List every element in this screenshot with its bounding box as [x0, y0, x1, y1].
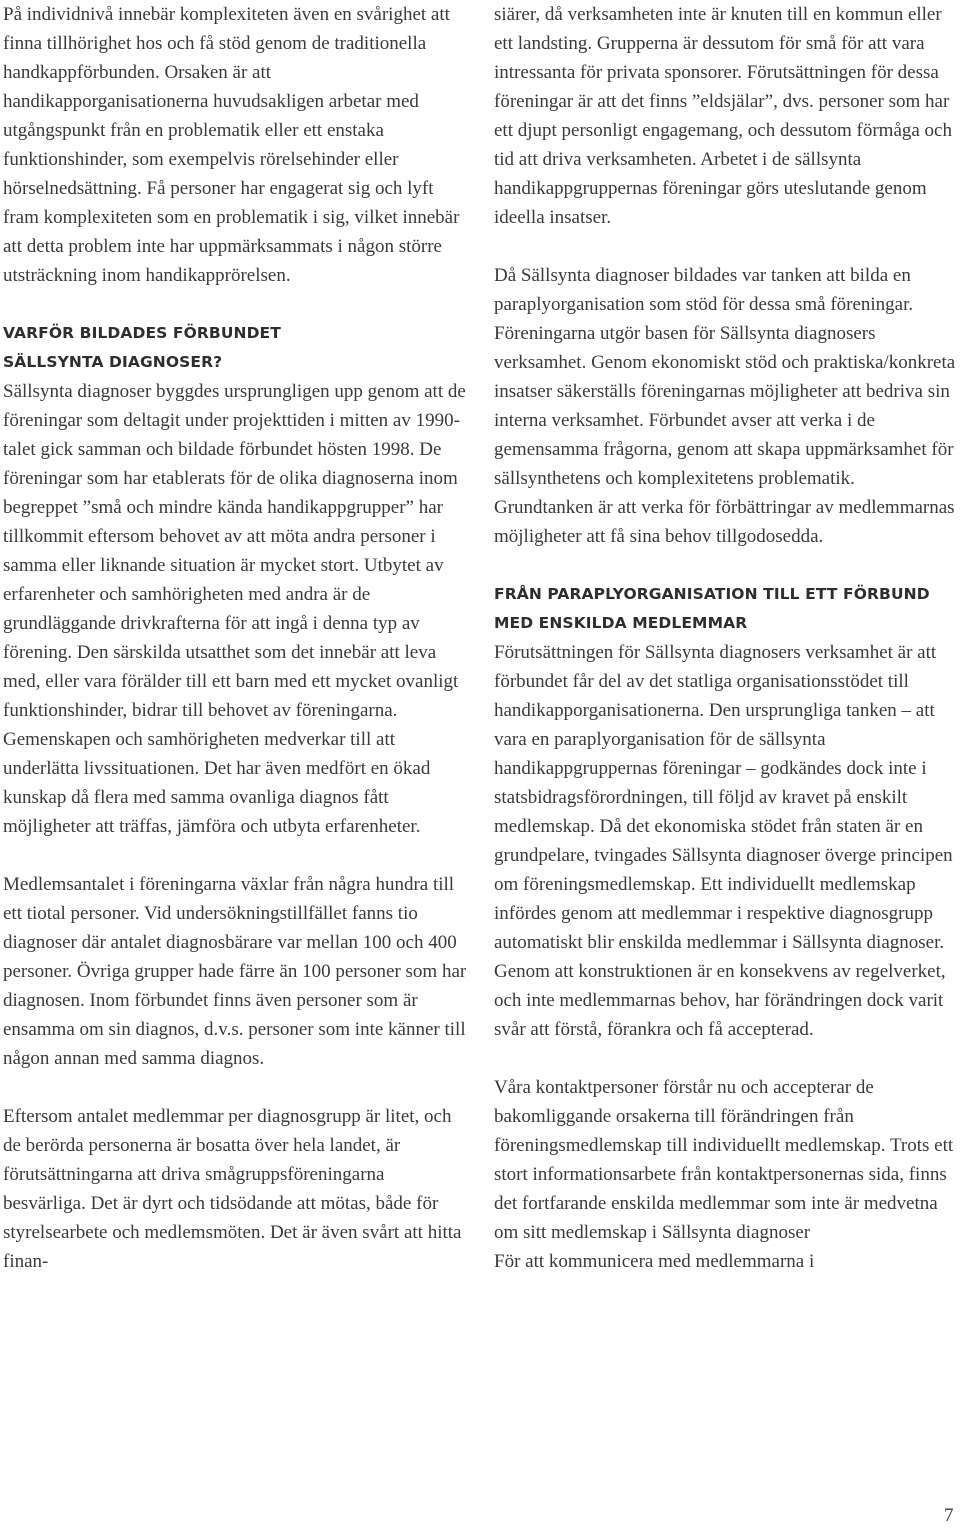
paragraph-left-4: Eftersom antalet medlemmar per diagnosgrupp är litet, och de berörda personerna är bosatta över hela landet, är förutsättningarna att driva smågruppsföreningarna besvärliga. Det är dyrt och tidsödande att mötas, både för styrelsearbete och medlemsmöten. Det är även svårt att hitta finan-: [3, 1106, 462, 1272]
paragraph-left-3: Medlemsantalet i föreningarna växlar från några hundra till ett tiotal personer. Vid undersökningstillfället fanns tio diagnoser där antalet diagnosbärare var mellan 100 och 400 personer. Övriga grupper hade färre än 100 personer som har diagnosen. Inom förbundet finns även personer som är ensamma om sin diagnos, d.v.s. personer som inte känner till någon annan med samma diagnos.: [3, 874, 467, 1069]
section-heading-line: FRÅN PARAPLYORGANISATION TILL ETT FÖRBUND: [494, 585, 930, 603]
section-heading-line: VARFÖR BILDADES FÖRBUNDET: [3, 324, 281, 342]
page-number: 7: [944, 1505, 954, 1526]
section-heading-umbrella-to-federation: [494, 580, 956, 638]
section-heading-why-founded: [3, 319, 469, 377]
paragraph-left-2: Sällsynta diagnoser byggdes ursprungligen upp genom att de föreningar som deltagit under projekttiden i mitten av 1990-talet gick samman och bildade förbundet hösten 1998. De föreningar som har etablerats för de olika diagnoserna inom begreppet ”små och mindre kända handikappgrupper” har tillkommit eftersom behovet av att möta andra personer i samma eller liknande situation är mycket stort. Utbytet av erfarenheter och samhörigheten med andra är de grundläggande drivkrafterna för att ingå i denna typ av förening. Den särskilda utsatthet som det innebär att leva med, eller vara förälder till ett barn med ett mycket ovanligt funktionshinder, bidrar till behovet av föreningarna. Gemenskapen och samhörigheten medverkar till att underlätta livssituationen. Det har även medfört en ökad kunskap då flera med samma ovanliga diagnos fått möjligheter att träffas, jämföra och utbyta erfarenheter.: [3, 381, 466, 837]
paragraph-right-3: Förutsättningen för Sällsynta diagnosers verksamhet är att förbundet får del av det statliga organisationsstödet till handikapporganisationerna. Den ursprungliga tanken – att vara en paraplyorganisation för de sällsynta handikappgruppernas föreningar – godkändes dock inte i statsbidragsförordningen, till följd av kravet på enskilt medlemskap. Då det ekonomiska stödet från staten är en grundpelare, tvingades Sällsynta diagnoser överge principen om föreningsmedlemskap. Ett individuellt medlemskap infördes genom att medlemmar i respektive diagnosgrupp automatiskt blir enskilda medlemmar i Sällsynta diagnoser. Genom att konstruktionen är en konsekvens av regelverket, och inte medlemmarnas behov, har förändringen dock varit svår att förstå, förankra och få accepterad.: [494, 642, 953, 1040]
paragraph-left-1: På individnivå innebär komplexiteten även en svårighet att finna tillhörighet hos och få stöd genom de traditionella handkappförbunden. Orsaken är att handikapporganisationerna huvudsakligen arbetar med utgångspunkt från en problematik eller ett enstaka funktionshinder, som exempelvis rörelsehinder eller hörselnedsättning. Få personer har engagerat sig och lyft fram komplexiteten som en problematik i sig, vilket innebär att detta problem inte har uppmärksammats i någon större utsträckning inom handikapprörelsen.: [3, 4, 460, 286]
paragraph-right-2: Då Sällsynta diagnoser bildades var tanken att bilda en paraplyorganisation som stöd för dessa små föreningar. Föreningarna utgör basen för Sällsynta diagnosers verksamhet. Genom ekonomiskt stöd och praktiska/konkreta insatser säkerställs föreningarnas möjligheter att bedriva sin interna verksamhet. Förbundet avser att verka i de gemensamma frågorna, genom att skapa uppmärksamhet för sällsynthetens och komplexitetens problematik. Grundtanken är att verka för förbättringar av medlemmarnas möjligheter att få sina behov tillgodosedda.: [494, 265, 956, 547]
section-heading-line: SÄLLSYNTA DIAGNOSER?: [3, 353, 223, 371]
right-column: [494, 0, 956, 1276]
paragraph-right-4: Våra kontaktpersoner förstår nu och accepterar de bakomliggande orsakerna till förändringen från föreningsmedlemskap till individuellt medlemskap. Trots ett stort informationsarbete från kontaktpersonernas sida, finns det fortfarande enskilda medlemmar som inte är medvetna om sitt medlemskap i Sällsynta diagnoser: [494, 1077, 954, 1243]
left-column: [3, 0, 469, 1276]
paragraph-right-1: siärer, då verksamheten inte är knuten till en kommun eller ett landsting. Grupperna är dessutom för små för att vara intressanta för privata sponsorer. Förutsättningen för dessa föreningar är att det finns ”eldsjälar”, dvs. personer som har ett djupt personligt engagemang, och dessutom förmåga och tid att driva verksamheten. Arbetet i de sällsynta handikappgruppernas föreningar görs uteslutande genom ideella insatser.: [494, 4, 952, 228]
section-heading-line: MED ENSKILDA MEDLEMMAR: [494, 614, 748, 632]
paragraph-right-5: För att kommunicera med medlemmarna i: [494, 1251, 815, 1272]
